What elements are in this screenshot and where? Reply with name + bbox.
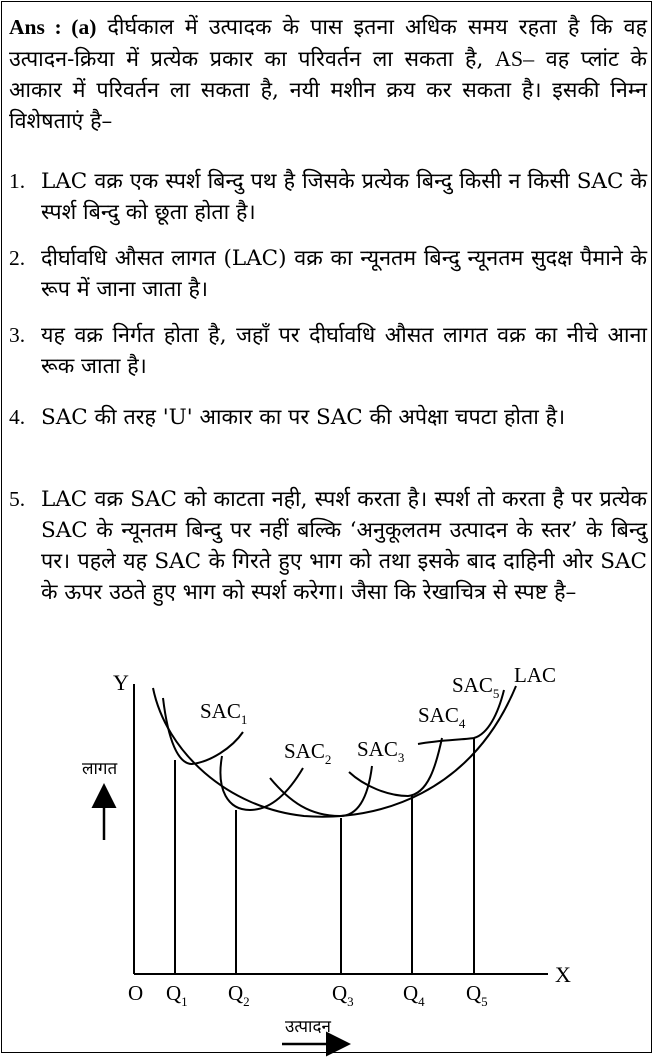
q1-label: $Q_1$ — [166, 981, 188, 1009]
sac-2-label: $SAC_2$ — [284, 739, 332, 767]
origin-label: O — [128, 981, 144, 1005]
point-1 — [9, 166, 647, 228]
cost-curve-diagram — [0, 662, 659, 1060]
point-5 — [9, 484, 647, 608]
sac-2-curve — [220, 756, 303, 810]
point-number: 4. — [9, 405, 26, 429]
cost-axis-label: लागत — [82, 759, 118, 779]
answer-intro — [9, 12, 647, 137]
q5-label: $Q_5$ — [466, 981, 488, 1009]
point-number: 3. — [9, 323, 26, 347]
x-axis-label: X — [555, 962, 571, 987]
point-text: SAC की तरह 'U' आकार का पर SAC की अपेक्षा चपटा होता है। — [41, 405, 566, 430]
lac-label: LAC — [514, 663, 556, 687]
sac-1-label: $SAC_1$ — [200, 699, 248, 727]
intro-text-1: दीर्घकाल में उत्पादक के पास इतना अधिक समय रहता है कि वह उत्पादन-क्रिया में प्रत्येक प्रकार का परिवर्तन ला सकता है, — [9, 15, 647, 72]
sac-3-label: $SAC_3$ — [357, 737, 405, 765]
point-4 — [9, 402, 647, 433]
point-text: यह वक्र निर्गत होता है, जहाँ पर दीर्घावधि औसत लागत वक्र का नीचे आना रूक जाता है। — [41, 323, 647, 379]
sac-5-label: $SAC_5$ — [452, 673, 500, 701]
point-number: 2. — [9, 246, 26, 270]
y-axis-label: Y — [113, 670, 129, 695]
answer-label: Ans : (a) — [9, 15, 97, 39]
q2-label: $Q_2$ — [228, 981, 250, 1009]
point-text: LAC वक्र SAC को काटता नही, स्पर्श करता है। स्पर्श तो करता है पर प्रत्येक SAC के न्यूनतम बिन्दु पर नहीं बल्कि ‘अनुकूलतम उत्पादन के स्तर’ के बिन्दु पर। पहले यह SAC के गिरते हुए भाग को तथा इसके बाद दाहिनी ओर SAC के ऊपर उठते हुए भाग को स्पर्श करेगा। जैसा कि रेखाचित्र से स्पष्ट है– — [41, 487, 647, 605]
q4-label: $Q_4$ — [403, 981, 425, 1009]
point-3 — [9, 320, 647, 382]
point-text: दीर्घावधि औसत लागत (LAC) वक्र का न्यूनतम बिन्दु न्यूनतम सुदक्ष पैमाने के रूप में जाना जाता है। — [41, 246, 647, 302]
output-axis-label: उत्पादन — [285, 1017, 331, 1037]
point-number: 5. — [9, 487, 26, 511]
point-2 — [9, 243, 647, 305]
point-text: LAC वक्र एक स्पर्श बिन्दु पथ है जिसके प्रत्येक बिन्दु किसी न किसी SAC के स्पर्श बिन्दु को छूता होता है। — [41, 169, 647, 225]
intro-text-2: वह प्लांट के आकार में परिवर्तन ला सकता है, नयी मशीन क्रय कर सकता है। इसकी निम्न विशेषताएं है– — [9, 47, 647, 134]
q3-label: $Q_3$ — [332, 981, 354, 1009]
point-number: 1. — [9, 169, 26, 193]
intro-as-marker: AS– — [494, 46, 535, 71]
sac-4-label: $SAC_4$ — [418, 703, 466, 731]
